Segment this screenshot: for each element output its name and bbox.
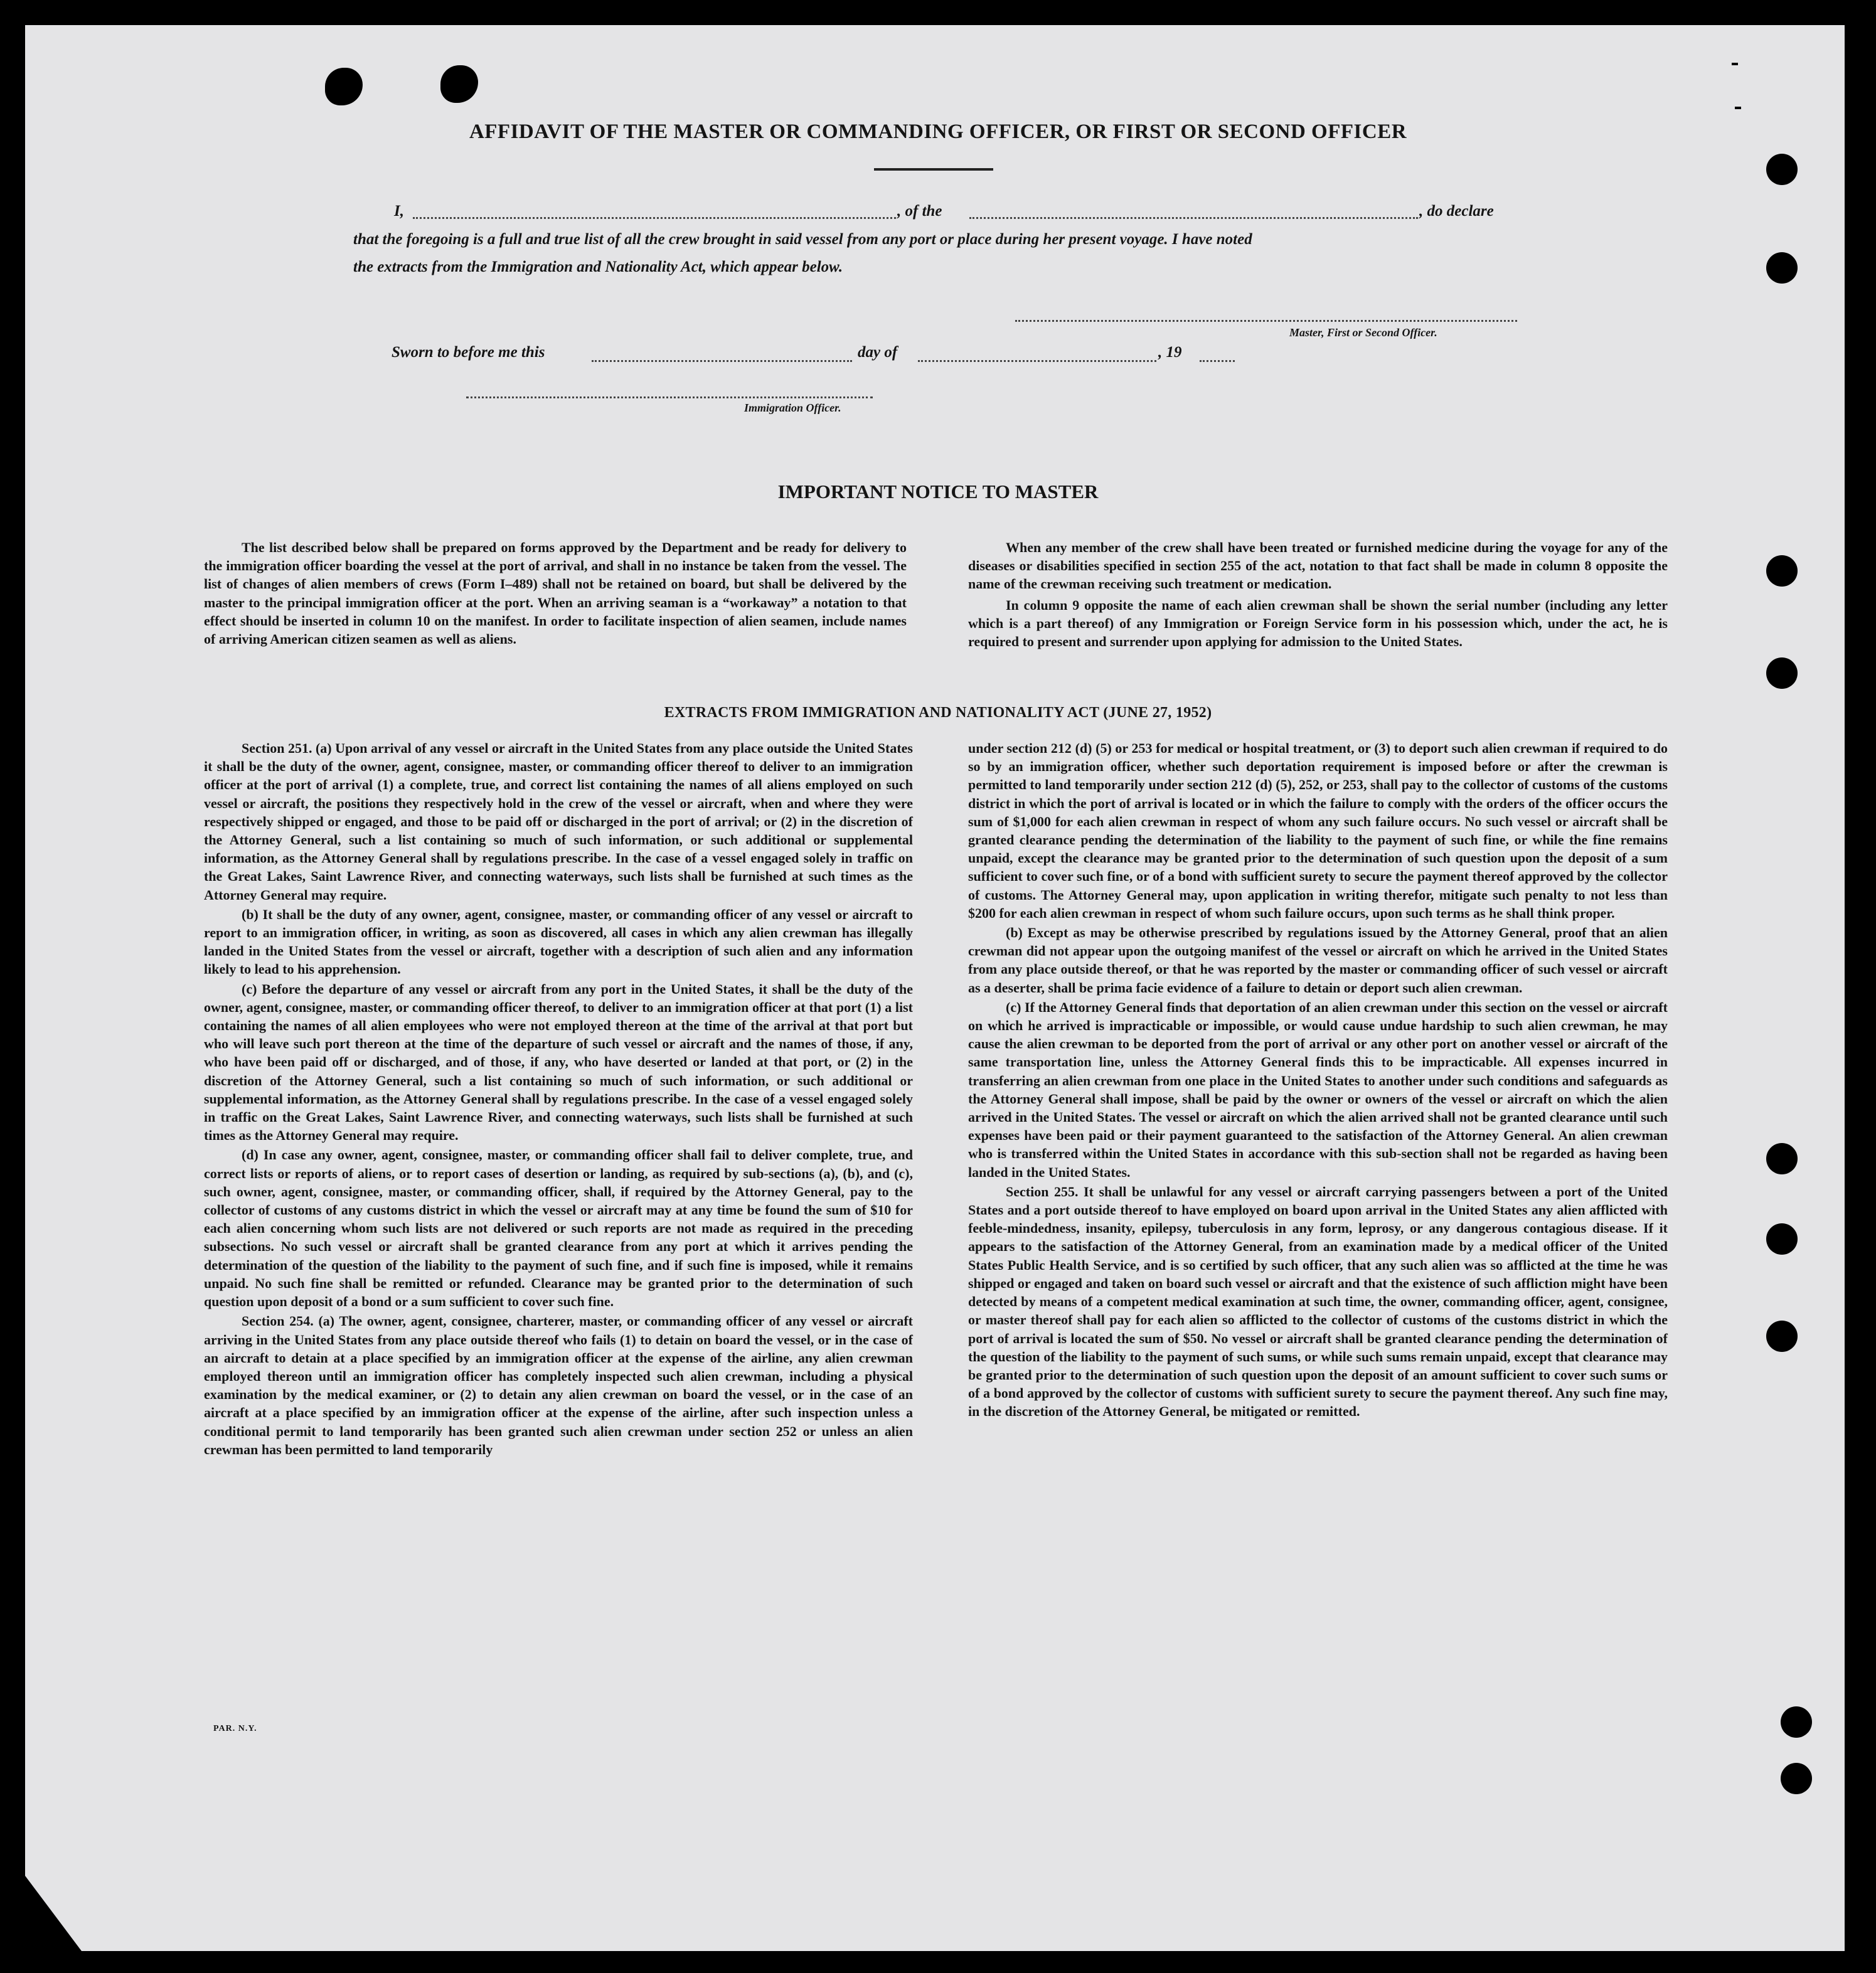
punch-hole bbox=[1766, 154, 1798, 185]
signature-label: Master, First or Second Officer. bbox=[1289, 326, 1437, 339]
section-254-b: (b) Except as may be otherwise prescribed by regulations issued by the Attorney General, proof that an alien crewman did not appear upon the outgoing manifest of the vessel or aircraft on which he arrived in the United States from any place outside thereof, or that he was reported by the master or commanding officer of such vessel or aircraft as a deserter, shall be prima facie evidence of a failure to detain or deport such alien crewman. bbox=[968, 925, 1668, 996]
officer-label: Immigration Officer. bbox=[744, 402, 841, 414]
punch-hole bbox=[1781, 1763, 1812, 1794]
declare-suffix: , do declare bbox=[1419, 203, 1494, 220]
title-rule bbox=[874, 168, 993, 171]
edge-mark bbox=[1735, 107, 1741, 109]
punch-hole bbox=[1766, 1223, 1798, 1255]
punch-hole bbox=[1766, 1143, 1798, 1174]
section-254-c: (c) If the Attorney General finds that deportation of an alien crewman under this section on the vessel or aircraft on which he arrived is impracticable or impossible, or would cause undue hardship to such alien crewman, he may cause the alien crewman to be deported from the port of arrival or any other port on another vessel or aircraft of the same transportation line, unless the Attorney General finds this to be impracticable. All expenses incurred in transferring an alien crewman from one place in the United States to another under such conditions and safeguards as the Attorney General shall impose, shall be paid by the owner or owners of the vessel or aircraft on which the alien arrived in the United States. The vessel or aircraft on which the alien arrived shall not be granted clearance until such expenses have been paid or their payment guaranteed to the satisfaction of the Attorney General. An alien crewman who is transferred within the United States in accordance with this sub-section shall not be regarded as having been landed in the United States. bbox=[968, 999, 1668, 1180]
section-255: Section 255. It shall be unlawful for any vessel or aircraft carrying passengers between a port of the United States and a port outside thereof to have employed on board upon arrival in the United States any alien afflicted with feeble-mindedness, insanity, epilepsy, tuberculosis in any form, leprosy, or any dangerous contagious disease. If it appears to the satisfaction of the Attorney General, from an examination made by a medical officer of the United States Public Health Service, and is so certified by such officer, that any such alien was so afflicted at the time he was shipped or engaged and taken on board such vessel or aircraft and that the existence of such affliction might have been detected by means of a competent medical examination at such time, the owner, commanding officer, agent, consignee, or master thereof shall pay for each alien so afflicted to the collector of customs of the customs district in which the port of arrival is located the sum of $50. No vessel or aircraft shall be granted clearance pending the determination of the question of the liability to the payment of such sums, or while such sums remain unpaid, except that clearance may be granted prior to the determination of such question upon the deposit of an amount sufficient to cover such sums or of a bond approved by the collector of customs with sufficient surety to secure the payment thereof. Any such fine may, in the discretion of the Attorney General, be mitigated or remitted. bbox=[968, 1183, 1668, 1420]
sworn-year: , 19 bbox=[1158, 344, 1182, 361]
notice-right-column bbox=[968, 538, 1668, 652]
notice-right-paragraph: When any member of the crew shall have been treated or furnished medicine during the voyage for any of the diseases or disabilities specified in section 255 of the act, notation to that fact shall be made in column 8 opposite the name of the crewman receiving such treatment or medication. bbox=[968, 540, 1668, 592]
signature-field[interactable] bbox=[1015, 320, 1517, 322]
extracts-left-column bbox=[204, 739, 913, 1460]
extracts-title: EXTRACTS FROM IMMIGRATION AND NATIONALITY ACT (JUNE 27, 1952) bbox=[664, 705, 1212, 721]
section-251-c: (c) Before the departure of any vessel or aircraft from any port in the United States, it shall be the duty of the owner, agent, consignee, master, or commanding officer thereof, to deliver to an immigration officer at that port (1) a list containing the names of all alien employees who were not employed thereon at the time of the arrival at that port but who will leave such port thereon at the time of the departure of such vessel or aircraft and the names of those, if any, who have been paid off or discharged, and of those, if any, who have deserted or landed at that port, or (2) in the discretion of the Attorney General, such a list containing so much of such information, or such additional or supplemental information, as the Attorney General shall by regulations prescribe. In the case of a vessel engaged solely in traffic on the Great Lakes, Saint Lawrence River, and connecting waterways, such lists shall be furnished at such times as the Attorney General may require. bbox=[204, 981, 913, 1144]
sworn-prefix: Sworn to before me this bbox=[392, 344, 545, 361]
notice-left-column bbox=[204, 538, 907, 649]
declare-of-the: , of the bbox=[897, 203, 942, 220]
officer-signature-field[interactable] bbox=[466, 396, 873, 398]
section-251-d: (d) In case any owner, agent, consignee, master, or commanding officer shall fail to deliver complete, true, and correct lists or reports of aliens, or to report cases of desertion or landing, as required by sub-sections (a), (b), and (c), such owner, agent, consignee, master, or commanding officer, shall, if required by the Attorney General, pay to the collector of customs of any customs district in which the vessel or aircraft may at any time be found the sum of $10 for each alien concerning whom such lists are not delivered or such reports are not made as required in the preceding subsections. No such vessel or aircraft shall be granted clearance from any port at which it arrives pending the determination of the question of the liability to the payment of such fine, and if such fine is imposed, while it remains unpaid. No such fine shall be remitted or refunded. Clearance may be granted prior to the determination of such question upon deposit of a bond or a sum sufficient to cover such fine. bbox=[204, 1147, 913, 1310]
notice-title: IMPORTANT NOTICE TO MASTER bbox=[777, 481, 1099, 503]
punch-hole bbox=[1781, 1706, 1812, 1738]
punch-hole bbox=[1766, 252, 1798, 284]
section-251-a: Section 251. (a) Upon arrival of any vessel or aircraft in the United States from any place outside the United States it shall be the duty of the owner, agent, consignee, master, or commanding officer thereof to deliver to an immigration officer at the port of arrival (1) a complete, true, and correct list containing the names of all aliens employed on such vessel or aircraft, the positions they respectively hold in the crew of the vessel or aircraft, when and where they were respectively shipped or engaged, and those to be paid off or discharged in the port of arrival; or (2) in the discretion of the Attorney General, such a list containing so much of such information, or such additional or supplemental information, as the Attorney General shall by regulations prescribe. In the case of a vessel engaged solely in traffic on the Great Lakes, Saint Lawrence River, and connecting waterways, such lists shall be furnished at such times as the Attorney General may require. bbox=[204, 740, 913, 903]
punch-hole bbox=[1766, 555, 1798, 587]
notice-right-paragraph: In column 9 opposite the name of each alien crewman shall be shown the serial number (including any letter which is a part thereof) of any Immigration or Foreign Service form in his possession which, under the act, he is required to present and surrender upon applying for admission to the United States. bbox=[968, 597, 1668, 650]
section-251-b: (b) It shall be the duty of any owner, agent, consignee, master, or commanding officer of any vessel or aircraft to report to an immigration officer, in writing, as soon as discovered, all cases in which any alien crewman has illegally landed in the United States from the vessel or aircraft, together with a description of such alien and any information likely to lead to his apprehension. bbox=[204, 906, 913, 977]
extracts-right-column bbox=[968, 739, 1668, 1422]
sworn-day-of: day of bbox=[858, 344, 898, 361]
declare-prefix: I, bbox=[394, 203, 404, 220]
punch-hole bbox=[1766, 657, 1798, 689]
folded-corner bbox=[25, 1876, 82, 1951]
sworn-year-field[interactable] bbox=[1200, 360, 1235, 362]
vessel-name-field[interactable] bbox=[969, 217, 1418, 219]
affidavit-title: AFFIDAVIT OF THE MASTER OR COMMANDING OFFICER, OR FIRST OR SECOND OFFICER bbox=[469, 120, 1407, 143]
section-254-a-continued: under section 212 (d) (5) or 253 for medical or hospital treatment, or (3) to deport such alien crewman if required to do so by an immigration officer, whether such deportation requirement is imposed before or after the crewman is permitted to land temporarily under section 212 (d) (5), 252, or 253, shall pay to the collector of customs of the customs district in which the port of arrival is located or in which the failure to comply with the orders of the officer occurs the sum of $1,000 for each alien crewman in respect of whom any such failure occurs. No such vessel or aircraft shall be granted clearance pending the determination of the liability to the payment of such fine, or while the fine remains unpaid, except the clearance may be granted prior to the determination of such question upon the deposit of a sum sufficient to cover such fine, or of a bond with sufficient surety to secure the payment thereof approved by the collector of customs. The Attorney General may, upon application in writing therefor, mitigate such penalty to not less than $200 for each alien crewman in respect of whom such failure occurs, upon such terms as he shall think proper. bbox=[968, 740, 1668, 921]
notice-left-paragraph: The list described below shall be prepared on forms approved by the Department and be ready for delivery to the immigration officer boarding the vessel at the port of arrival, and shall in no instance be taken from the vessel. The list of changes of alien members of crews (Form I–489) shall not be retained on board, but shall be delivered by the master to the principal immigration officer at the port. When an arriving seaman is a “workaway” a notation to that effect should be inserted in column 10 on the manifest. In order to facilitate inspection of alien seamen, include names of arriving American citizen seamen as well as aliens. bbox=[204, 540, 907, 647]
section-254-a: Section 254. (a) The owner, agent, consignee, charterer, master, or commanding officer of any vessel or aircraft arriving in the United States from any place outside thereof who fails (1) to detain on board the vessel, or in the case of an aircraft to detain at a place specified by an immigration officer at the expense of the airline, any alien crewman employed thereon until an immigration officer has completely inspected such alien crewman, including a physical examination by the medical examiner, or (2) to detain any alien crewman on board the vessel, or in the case of an aircraft at a place specified by an immigration officer at the expense of the airline, after such inspection unless a conditional permit to land temporarily has been granted such alien crewman under section 252 or unless an alien crewman has been permitted to land temporarily bbox=[204, 1313, 913, 1457]
sworn-day-field[interactable] bbox=[592, 360, 852, 362]
affidavit-body-line-1: that the foregoing is a full and true list of all the crew brought in said vessel from any port or place during her present voyage. I have noted bbox=[353, 231, 1252, 248]
edge-mark bbox=[1732, 63, 1738, 65]
affidavit-body-line-2: the extracts from the Immigration and Nationality Act, which appear below. bbox=[353, 258, 843, 275]
printer-mark: PAR. N.Y. bbox=[213, 1724, 257, 1733]
punch-hole bbox=[1766, 1321, 1798, 1352]
declarant-name-field[interactable] bbox=[413, 217, 896, 219]
sworn-month-field[interactable] bbox=[918, 360, 1156, 362]
